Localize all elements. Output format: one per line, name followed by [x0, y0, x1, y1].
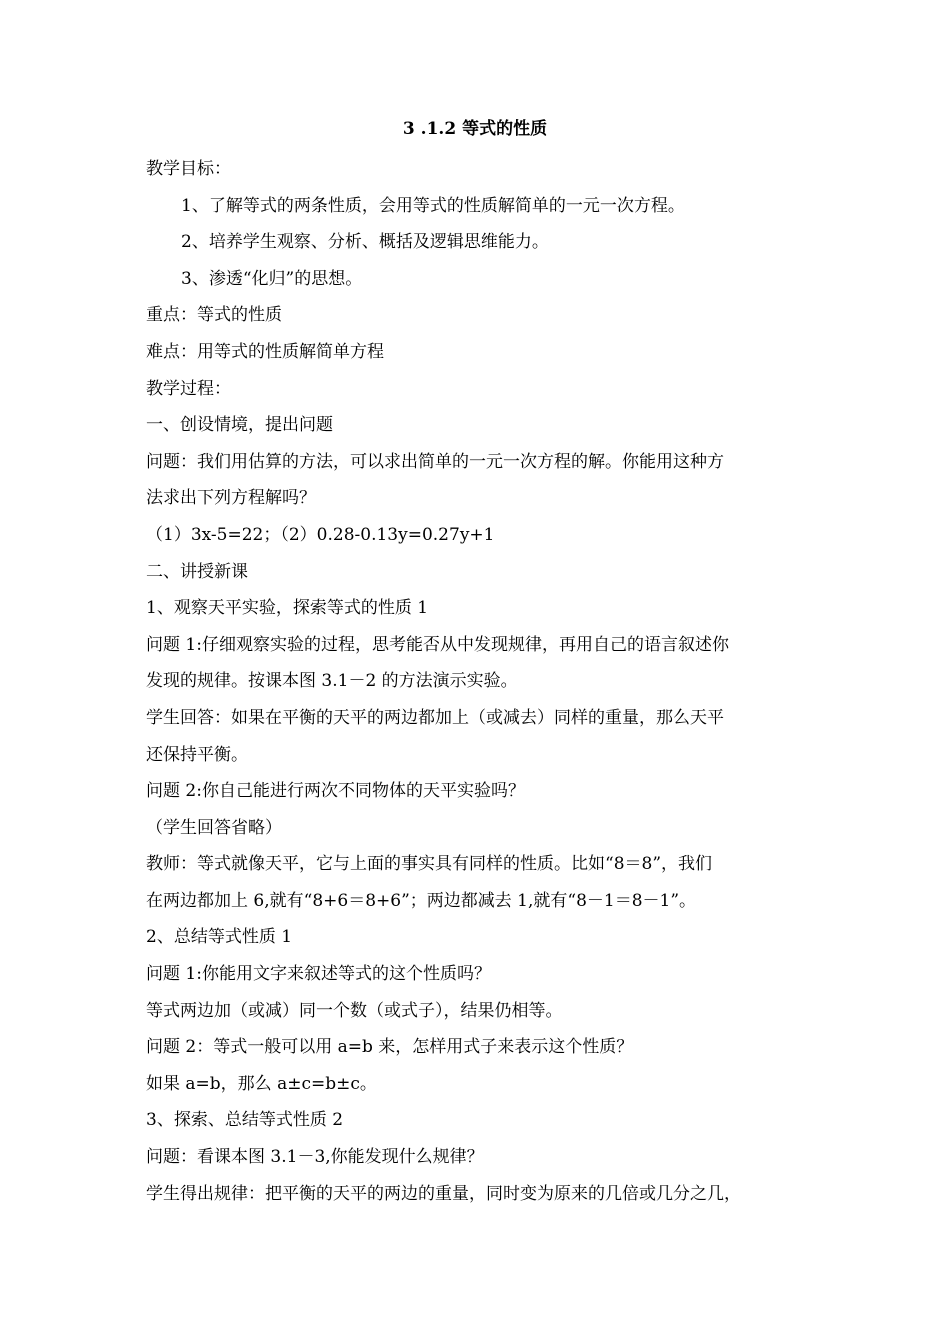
text-line: 法求出下列方程解吗？: [146, 488, 316, 509]
text-line: 重点：等式的性质: [146, 305, 282, 326]
text-line: 二、讲授新课: [146, 561, 248, 582]
text-line: 等式两边加（或减）同一个数（或式子），结果仍相等。: [146, 1000, 563, 1021]
text-line: 一、创设情境，提出问题: [146, 415, 333, 436]
text-line: 1、观察天平实验，探索等式的性质 1: [146, 598, 429, 619]
text-line: 学生得出规律：把平衡的天平的两边的重量，同时变为原来的几倍或几分之几，: [146, 1183, 741, 1204]
document-body: [146, 151, 814, 1212]
text-line: 问题 2：等式一般可以用 a=b 来，怎样用式子来表示这个性质？: [146, 1037, 634, 1058]
text-line: 教学过程：: [146, 378, 231, 399]
text-line: 教师：等式就像天平，它与上面的事实具有同样的性质。比如“8＝8”，我们: [146, 854, 713, 875]
text-line: 1、了解等式的两条性质，会用等式的性质解简单的一元一次方程。: [181, 195, 685, 216]
text-line: 学生回答：如果在平衡的天平的两边都加上（或减去）同样的重量，那么天平: [146, 707, 724, 728]
text-line: 问题 2:你自己能进行两次不同物体的天平实验吗？: [146, 781, 525, 802]
text-line: 教学目标：: [146, 159, 231, 179]
document-title: 3 .1.2 等式的性质: [402, 119, 548, 139]
text-line: 难点：用等式的性质解简单方程: [146, 341, 384, 362]
text-line: 3、渗透“化归”的思想。: [181, 268, 363, 289]
text-line: （1）3x-5=22；（2）0.28-0.13y=0.27y+1: [146, 524, 495, 545]
text-line: （学生回答省略）: [146, 817, 282, 838]
text-line: 如果 a=b，那么 a±c=b±c。: [146, 1073, 377, 1094]
text-line: 还保持平衡。: [146, 744, 248, 765]
text-line: 问题 1:你能用文字来叙述等式的这个性质吗？: [146, 964, 491, 985]
text-line: 问题 1:仔细观察实验的过程，思考能否从中发现规律，再用自己的语言叙述你: [146, 634, 729, 655]
text-line: 3、探索、总结等式性质 2: [146, 1110, 344, 1131]
text-line: 2、总结等式性质 1: [146, 927, 293, 948]
text-line: 问题：看课本图 3.1－3,你能发现什么规律？: [146, 1147, 484, 1168]
text-line: 在两边都加上 6,就有“8+6＝8+6”；两边都减去 1,就有“8－1＝8－1”。: [146, 890, 697, 911]
text-line: 2、培养学生观察、分析、概括及逻辑思维能力。: [181, 232, 549, 253]
text-line: 发现的规律。按课本图 3.1－2 的方法演示实验。: [146, 671, 518, 692]
text-line: 问题：我们用估算的方法，可以求出简单的一元一次方程的解。你能用这种方: [146, 451, 724, 472]
